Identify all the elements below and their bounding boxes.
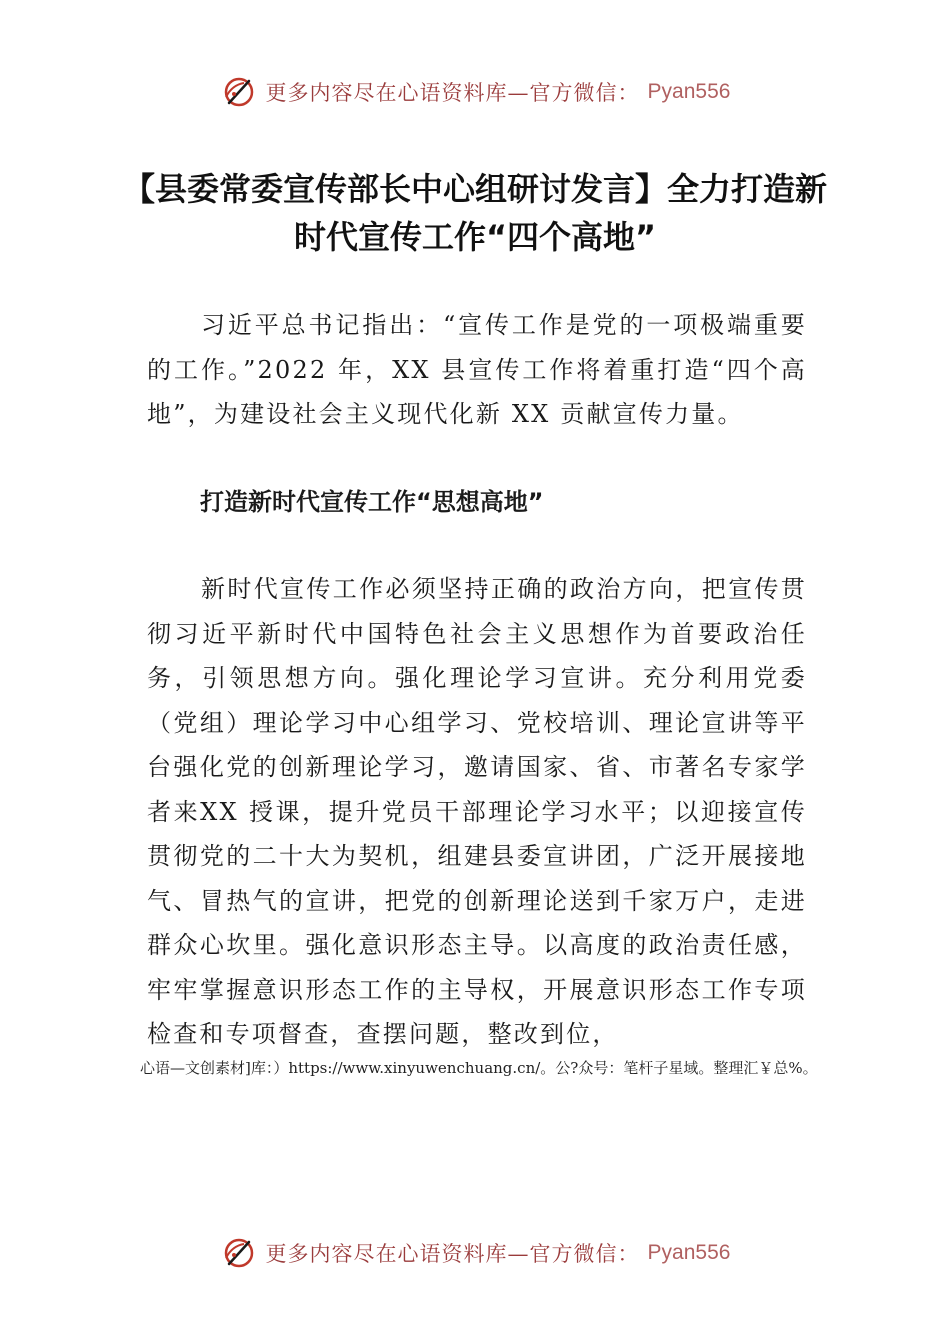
pen-logo-icon [220,73,258,111]
pen-logo-icon [220,1234,258,1272]
header-banner-text: 更多内容尽在心语资料库—官方微信： [265,81,640,105]
header-banner-wechat-id: Pyan556 [647,80,731,103]
section-heading: 打造新时代宣传工作“思想高地” [200,488,544,516]
source-footnote: 心语—文创素材]库：）https://www.xinyuwenchuang.cn/。公?众号：笔杆子星域。整理汇￥总%。 [140,1059,818,1077]
document-title: 【县委常委宣传部长中心组研讨发言】全力打造新时代宣传工作“四个高地” [122,170,827,256]
section-body-paragraph: 新时代宣传工作必须坚持正确的政治方向，把宣传贯彻习近平新时代中国特色社会主义思想作为首要政治任务，引领思想方向。强化理论学习宣讲。充分利用党委（党组）理论学习中心组学习、党校培训、理论宣讲等平台强化党的创新理论学习，邀请国家、省、市著名专家学者来XX 授课，提升党员干部理论学习水平；以迎接宣传贯彻党的二十大为契机，组建县委宣讲团，广泛开展接地气、冒热气的宣讲，把党的创新理论送到千家万户，走进群众心坎里。强化意识形态主导。以高度的政治责任感，牢牢掌握意识形态工作的主导权，开展意识形态工作专项检查和专项督查，查摆问题，整改到位， [147,575,807,1048]
footer-banner [0,1231,950,1275]
intro-paragraph: 习近平总书记指出：“宣传工作是党的一项极端重要的工作。”2022 年，XX 县宣传工作将着重打造“四个高地”，为建设社会主义现代化新 XX 贡献宣传力量。 [147,311,807,428]
footer-banner-wechat-id: Pyan556 [647,1241,731,1264]
footer-banner-text: 更多内容尽在心语资料库—官方微信： [265,1242,640,1266]
header-banner [0,70,950,114]
